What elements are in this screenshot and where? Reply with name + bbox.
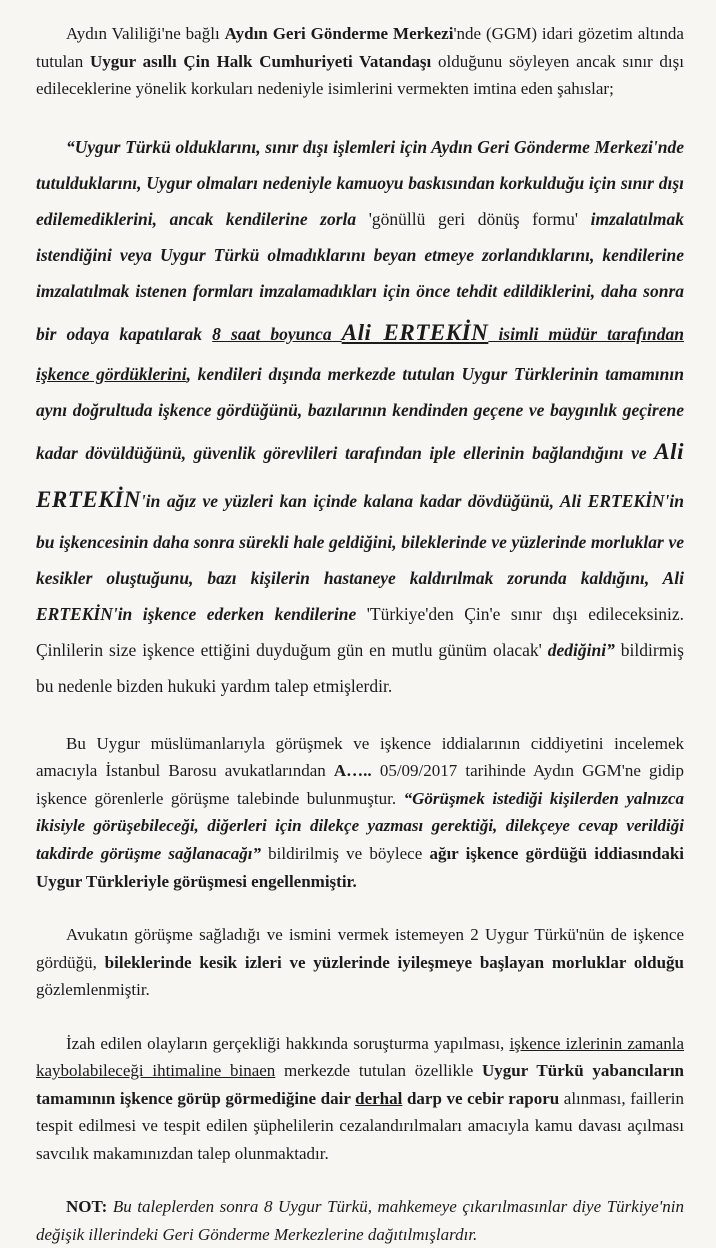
text-run: Avukatın görüşme sağladığı ve ismini vermek istemeyen 2 Uygur Türkü'nün de işkence gördüğü, bbox=[36, 925, 684, 972]
paragraph-3 bbox=[36, 730, 684, 895]
text-run: NOT: bbox=[66, 1197, 108, 1217]
text-run: imzalatılmak istendiğini veya Uygur Türkü olmadıklarını beyan etmeye zorlandıklarını, kendilerine imzalatılmak istenen formları imzalamadıkları için önce tehdit edildiklerini, daha sonra bir odaya kapatılarak bbox=[36, 208, 684, 344]
text-run: Bu taleplerden sonra 8 Uygur Türkü, mahkemeye çıkarılmasınlar diye Türkiye'nin değişik illerindeki Geri Gönderme Merkezlerine dağıtılmışlardır. bbox=[36, 1197, 684, 1244]
text-run: “Uygur Türkü olduklarını, sınır dışı işlemleri için Aydın Geri Gönderme Merkezi'nde tutulduklarını, Uygur olmaları nedeniyle kamuoyu baskısından korkulduğu için sınır dışı edilemediklerini, ancak kendilerine zorla bbox=[36, 136, 684, 229]
text-run: 05/09/2017 tarihinde Aydın GGM'ne gidip işkence görenlerle görüşme talebinde bulunmuştur. bbox=[36, 761, 685, 808]
text-run: işkence izlerinin zamanla kaybolabileceği ihtimaline binaen bbox=[36, 1033, 685, 1081]
text-run: olduğunu söyleyen ancak sınır dışı edileceklerine yönelik korkuları nedeniyle isimlerini vermekten imtina eden şahıslar; bbox=[36, 51, 684, 99]
text-run: darp ve cebir raporu bbox=[402, 1088, 560, 1108]
text-run: bileklerinde kesik izleri ve yüzlerinde iyileşmeye başlayan morluklar olduğu bbox=[104, 952, 684, 972]
text-run: bildirmiş bu nedenle bizden hukuki yardım talep etmişlerdir. bbox=[36, 639, 684, 696]
text-run: “Görüşmek istediği kişilerden yalnızca ikisiyle görüşebileceği, diğerleri için dilekçe yazması gerektiği, dilekçeye cevap verildiği takdirde görüşme sağlanacağı” bbox=[36, 788, 684, 863]
paragraph-5 bbox=[36, 1030, 684, 1168]
text-run: bildirilmiş ve böylece bbox=[260, 843, 430, 863]
text-run: 'nde (GGM) idari gözetim altında tutulan bbox=[36, 24, 684, 71]
text-run: Ali ERTEKİN bbox=[341, 318, 489, 345]
text-run: Aydın Valiliği'ne bağlı bbox=[66, 24, 225, 43]
text-run: ağır işkence gördüğü iddiasındaki Uygur Türkleriyle görüşmesi engellenmiştir. bbox=[36, 843, 684, 891]
text-run: Bu Uygur müslümanlarıyla görüşmek ve işkence iddialarının ciddiyetini incelemek amacıyla İstanbul Barosu avukatlarından bbox=[36, 733, 684, 781]
text-run: 'gönüllü geri dönüş formu' bbox=[368, 208, 579, 229]
text-run: 8 saat boyunca bbox=[212, 323, 342, 344]
text-run: merkezde tutulan özellikle bbox=[275, 1061, 483, 1081]
document-body bbox=[36, 20, 684, 1248]
text-run: Uygur Türkü yabancıların tamamının işkence görüp görmediğine dair bbox=[36, 1061, 684, 1108]
paragraph-2 bbox=[36, 129, 684, 704]
text-run: isimli müdür tarafından işkence gördüklerini bbox=[36, 323, 684, 385]
text-run: Uygur asıllı Çin Halk Cumhuriyeti Vatandaşı bbox=[89, 51, 432, 71]
paragraph-1 bbox=[36, 20, 684, 103]
paragraph-4 bbox=[36, 921, 684, 1004]
text-run: gözlemlenmiştir. bbox=[36, 980, 150, 1000]
text-run: , kendileri dışında merkezde tutulan Uygur Türklerinin tamamının aynı doğrultuda işkence gördüğünü, bazılarının kendinden geçene ve baygınlık geçirene kadar dövüldüğünü, güvenlik görevlileri tarafından iple ellerinin bağlandığını ve bbox=[36, 364, 684, 464]
text-run: Aydın Geri Gönderme Merkezi bbox=[224, 24, 454, 43]
text-run: A….. bbox=[333, 761, 372, 781]
text-run: alınması, faillerin tespit edilmesi ve tespit edilen şüphelilerin cezalandırılmaları amacıyla kamu davası açılması savcılık makamınızdan talep olunmaktadır. bbox=[36, 1088, 685, 1163]
paragraph-6 bbox=[36, 1193, 684, 1248]
text-run: 'Türkiye'den Çin'e sınır dışı edileceksiniz. Çinlilerin size işkence ettiğini duyduğum gün en mutlu günüm olacak' bbox=[36, 603, 685, 660]
text-run: 'in ağız ve yüzleri kan içinde kalana kadar dövdüğünü, Ali ERTEKİN'in bu işkencesinin daha sonra sürekli hale geldiğini, bileklerinde ve yüzlerinde morluklar ve kesikler oluştuğunu, bazı kişilerin hastaneye kaldırılmak zorunda kaldığını, Ali ERTEKİN'in işkence ederken kendilerine bbox=[36, 491, 684, 624]
text-run: Ali ERTEKİN bbox=[36, 438, 684, 513]
text-run: dediğini” bbox=[547, 639, 615, 660]
text-run: İzah edilen olayların gerçekliği hakkında soruşturma yapılması, bbox=[66, 1033, 510, 1053]
text-run: derhal bbox=[355, 1088, 403, 1108]
